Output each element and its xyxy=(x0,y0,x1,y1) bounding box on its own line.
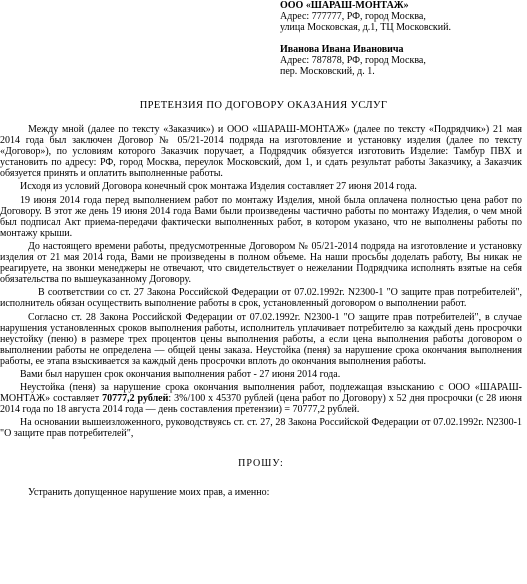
sender-name: Иванова Ивана Ивановича xyxy=(280,44,404,55)
paragraph-article-28: Согласно ст. 28 Закона Российской Федерации от 07.02.1992г. N2300-1 "О защите прав потребителей", в случае нарушения установленных сроков выполнения работы, исполнитель уплачивает потребителю за каждый день просрочки неустойку (пеню) в размере трех процентов цены выполнения работы, а если цена выполнения работы договором о выполнении работы не определена — общей цены заказа. Неустойка (пеня) за нарушение срока окончания выполнения работы, ее этапа взыскивается за каждый день просрочки вплоть до окончания выполнения работы. xyxy=(0,311,522,367)
paragraph-penalty xyxy=(0,382,522,415)
document-title: ПРЕТЕНЗИЯ ПО ДОГОВОРУ ОКАЗАНИЯ УСЛУГ xyxy=(139,100,388,111)
addressee-address-line2: улица Московская, д.1, ТЦ Московский. xyxy=(280,22,451,33)
request-heading: ПРОШУ: xyxy=(238,457,284,469)
penalty-amount: 70777,2 рублей xyxy=(102,393,169,405)
paragraph-article-27: В соответствии со ст. 27 Закона Российской Федерации от 07.02.1992г. N2300-1 "О защите прав потребителей", исполнитель обязан осуществить выполнение работы в срок, установленный договором о выполнении работ. xyxy=(0,287,522,310)
paragraph-nonperformance: До настоящего времени работы, предусмотренные Договором № 05/21-2014 подряда на изготовление и установку изделия от 21 мая 2014 года, Вами не произведены в полном объеме. На наши просьбы доделать работу, Вы никак не реагируете, на звонки менеджеры не отвечают, что свидетельствует о нежелании Подрядчика исполнять взятые на себя обязательства по вышеуказанному Договору. xyxy=(0,240,522,286)
paragraph-payment: 19 июня 2014 года перед выполнением работ по монтажу Изделия, мной была оплачена полностью цена работ по Договору. В этот же день 19 июня 2014 года Вами были произведены частично работы по монтажу Изделия, о чем мной был подписал Акт приема-передачи фактически выполненных работ, в котором указано, что не выполнены работы по монтажу крыши. xyxy=(0,194,522,239)
paragraph-deadline: Исходя из условий Договора конечный срок монтажа Изделия составляет 27 июня 2014 года. xyxy=(20,181,417,193)
addressee-block xyxy=(280,0,451,33)
paragraph-contract: Между мной (далее по тексту «Заказчик») и ООО «ШАРАШ-МОНТАЖ» (далее по тексту «Подрядчик») 21 мая 2014 года был заключен Договор № 05/21-2014 подряда на изготовление и установку изделия (далее по тексту «Договор»), по условиям которого Заказчик поручает, а Подрядчик обязуется изготовить Изделие: Тамбур ПВХ и установить по адресу: РФ, город Москва, переулок Московский, дом 1, и сдать результат работы Заказчику, а Заказчик обязуется принять и оплатить выполненные работы. xyxy=(0,124,522,180)
sender-address-line2: пер. Московский, д. 1. xyxy=(280,66,375,77)
sender-address-line1: Адрес: 787878, РФ, город Москва, xyxy=(280,55,426,66)
penalty-text-part2: : 3%/100 х 45370 рублей (цена работ по Договору) х 52 дня просрочки (с 28 июня 2014 года по 18 августа 2014 года — день составления претензии) = 70777,2 рублей. xyxy=(0,393,523,416)
penalty-text-part1: Неустойка (пеня) за нарушение срока окончания выполнения работ, подлежащая взысканию с ООО «ШАРАШ-МОНТАЖ» составляет xyxy=(0,382,522,405)
paragraph-request: Устранить допущенное нарушение моих прав, а именно: xyxy=(28,486,270,498)
paragraph-basis: На основании вышеизложенного, руководствуясь ст. ст. 27, 28 Закона Российской Федерации от 07.02.1992г. N2300-1 "О защите прав потребителей", xyxy=(0,417,522,440)
addressee-company: ООО «ШАРАШ-МОНТАЖ» xyxy=(280,0,409,11)
paragraph-violation: Вами был нарушен срок окончания выполнения работ - 27 июня 2014 года. xyxy=(20,368,341,380)
addressee-address-line1: Адрес: 777777, РФ, город Москва, xyxy=(280,11,426,22)
sender-block xyxy=(280,44,426,77)
document-body xyxy=(0,124,522,500)
